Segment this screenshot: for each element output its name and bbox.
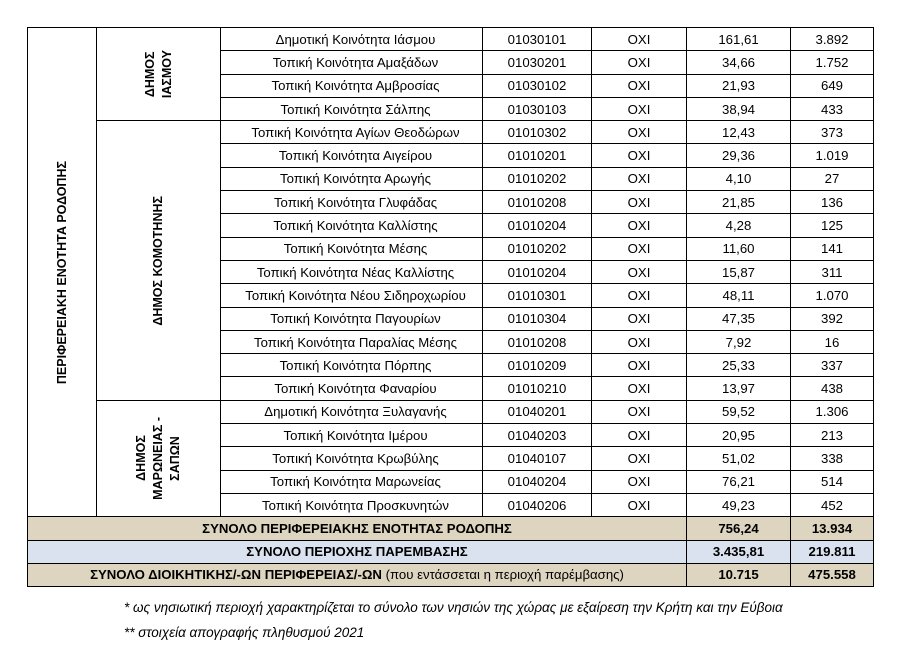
total-row-administrative — [28, 563, 874, 586]
total-area: 3.435,81 — [687, 540, 791, 563]
community-name: Τοπική Κοινότητα Σάλπης — [221, 97, 483, 120]
community-name: Τοπική Κοινότητα Μαρωνείας — [221, 470, 483, 493]
area-value: 7,92 — [687, 330, 791, 353]
island-flag: ΟΧΙ — [592, 144, 687, 167]
area-value: 20,95 — [687, 424, 791, 447]
community-code: 01030103 — [483, 97, 592, 120]
island-flag: ΟΧΙ — [592, 237, 687, 260]
community-code: 01010201 — [483, 144, 592, 167]
island-flag: ΟΧΙ — [592, 447, 687, 470]
table-row — [28, 121, 874, 144]
community-code: 01010202 — [483, 237, 592, 260]
total-label — [28, 517, 687, 540]
table-row — [28, 28, 874, 51]
total-row-regional_unit — [28, 517, 874, 540]
community-code: 01030201 — [483, 51, 592, 74]
community-code: 01040204 — [483, 470, 592, 493]
population-value: 338 — [791, 447, 874, 470]
population-value: 373 — [791, 121, 874, 144]
community-name: Τοπική Κοινότητα Νέας Καλλίστης — [221, 260, 483, 283]
population-value: 392 — [791, 307, 874, 330]
community-name: Τοπική Κοινότητα Προσκυνητών — [221, 493, 483, 516]
island-flag: ΟΧΙ — [592, 470, 687, 493]
community-name: Τοπική Κοινότητα Νέου Σιδηροχωρίου — [221, 284, 483, 307]
population-value: 213 — [791, 424, 874, 447]
island-flag: ΟΧΙ — [592, 121, 687, 144]
island-flag: ΟΧΙ — [592, 260, 687, 283]
community-name: Τοπική Κοινότητα Φαναρίου — [221, 377, 483, 400]
population-value: 433 — [791, 97, 874, 120]
footnote-census: ** στοιχεία απογραφής πληθυσμού 2021 — [124, 625, 365, 640]
population-value: 337 — [791, 354, 874, 377]
region-label: ΠΕΡΙΦΕΡΕΙΑΚΗ ΕΝΟΤΗΤΑ ΡΟΔΟΠΗΣ — [54, 160, 69, 384]
community-code: 01010204 — [483, 214, 592, 237]
population-value: 136 — [791, 191, 874, 214]
population-value: 1.306 — [791, 400, 874, 423]
population-value: 438 — [791, 377, 874, 400]
total-label-text: ΣΥΝΟΛΟ ΠΕΡΙΟΧΗΣ ΠΑΡΕΜΒΑΣΗΣ — [246, 544, 468, 560]
population-value: 311 — [791, 260, 874, 283]
community-code: 01030102 — [483, 74, 592, 97]
community-name: Τοπική Κοινότητα Πόρπης — [221, 354, 483, 377]
community-code: 01010208 — [483, 191, 592, 214]
municipality-label-cell — [97, 400, 221, 516]
total-label — [28, 563, 687, 586]
island-flag: ΟΧΙ — [592, 28, 687, 51]
area-value: 21,93 — [687, 74, 791, 97]
population-value: 649 — [791, 74, 874, 97]
population-value: 141 — [791, 237, 874, 260]
population-value: 452 — [791, 493, 874, 516]
island-flag: ΟΧΙ — [592, 307, 687, 330]
community-name: Δημοτική Κοινότητα Ιάσμου — [221, 28, 483, 51]
area-value: 59,52 — [687, 400, 791, 423]
municipalities-table — [27, 27, 874, 587]
island-flag: ΟΧΙ — [592, 284, 687, 307]
population-value: 27 — [791, 167, 874, 190]
community-code: 01040107 — [483, 447, 592, 470]
population-value: 1.752 — [791, 51, 874, 74]
community-code: 01010204 — [483, 260, 592, 283]
area-value: 25,33 — [687, 354, 791, 377]
area-value: 4,10 — [687, 167, 791, 190]
area-value: 38,94 — [687, 97, 791, 120]
total-population: 219.811 — [791, 540, 874, 563]
municipality-label: ΔΗΜΟΣ ΙΑΣΜΟΥ — [142, 50, 174, 99]
community-code: 01010304 — [483, 307, 592, 330]
island-flag: ΟΧΙ — [592, 97, 687, 120]
community-code: 01010210 — [483, 377, 592, 400]
area-value: 47,35 — [687, 307, 791, 330]
community-name: Τοπική Κοινότητα Αρωγής — [221, 167, 483, 190]
island-flag: ΟΧΙ — [592, 493, 687, 516]
total-population: 475.558 — [791, 563, 874, 586]
municipality-label: ΔΗΜΟΣ ΜΑΡΩΝΕΙΑΣ - ΣΑΠΩΝ — [134, 417, 182, 500]
community-name: Τοπική Κοινότητα Ιμέρου — [221, 424, 483, 447]
community-code: 01010209 — [483, 354, 592, 377]
municipality-label: ΔΗΜΟΣ ΚΟΜΟΤΗΝΗΣ — [151, 195, 166, 326]
community-name: Τοπική Κοινότητα Γλυφάδας — [221, 191, 483, 214]
area-value: 34,66 — [687, 51, 791, 74]
community-code: 01030101 — [483, 28, 592, 51]
total-population: 13.934 — [791, 517, 874, 540]
island-flag: ΟΧΙ — [592, 214, 687, 237]
island-flag: ΟΧΙ — [592, 400, 687, 423]
table-row — [28, 400, 874, 423]
area-value: 4,28 — [687, 214, 791, 237]
community-name: Τοπική Κοινότητα Αιγείρου — [221, 144, 483, 167]
island-flag: ΟΧΙ — [592, 330, 687, 353]
area-value: 21,85 — [687, 191, 791, 214]
total-area: 10.715 — [687, 563, 791, 586]
community-code: 01040206 — [483, 493, 592, 516]
island-flag: ΟΧΙ — [592, 424, 687, 447]
community-name: Τοπική Κοινότητα Παγουρίων — [221, 307, 483, 330]
island-flag: ΟΧΙ — [592, 354, 687, 377]
area-value: 51,02 — [687, 447, 791, 470]
community-name: Τοπική Κοινότητα Μέσης — [221, 237, 483, 260]
community-name: Τοπική Κοινότητα Παραλίας Μέσης — [221, 330, 483, 353]
area-value: 49,23 — [687, 493, 791, 516]
community-name: Τοπική Κοινότητα Κρωβύλης — [221, 447, 483, 470]
population-value: 1.070 — [791, 284, 874, 307]
area-value: 76,21 — [687, 470, 791, 493]
area-value: 12,43 — [687, 121, 791, 144]
total-label — [28, 540, 687, 563]
population-value: 514 — [791, 470, 874, 493]
area-value: 161,61 — [687, 28, 791, 51]
municipality-label-cell — [97, 121, 221, 401]
island-flag: ΟΧΙ — [592, 167, 687, 190]
total-label-note: (που εντάσσεται η περιοχή παρέμβασης) — [381, 567, 624, 583]
community-code: 01010208 — [483, 330, 592, 353]
community-code: 01040201 — [483, 400, 592, 423]
population-value: 125 — [791, 214, 874, 237]
community-name: Δημοτική Κοινότητα Ξυλαγανής — [221, 400, 483, 423]
community-name: Τοπική Κοινότητα Αγίων Θεοδώρων — [221, 121, 483, 144]
community-name: Τοπική Κοινότητα Αμβροσίας — [221, 74, 483, 97]
community-name: Τοπική Κοινότητα Καλλίστης — [221, 214, 483, 237]
municipality-label-cell — [97, 28, 221, 121]
island-flag: ΟΧΙ — [592, 377, 687, 400]
community-code: 01010301 — [483, 284, 592, 307]
island-flag: ΟΧΙ — [592, 74, 687, 97]
footnote-island: * ως νησιωτική περιοχή χαρακτηρίζεται το σύνολο των νησιών της χώρας με εξαίρεση την Κρήτη και την Εύβοια — [124, 600, 783, 615]
community-code: 01040203 — [483, 424, 592, 447]
area-value: 29,36 — [687, 144, 791, 167]
region-label-cell — [28, 28, 97, 517]
total-row-intervention — [28, 540, 874, 563]
population-value: 3.892 — [791, 28, 874, 51]
area-value: 11,60 — [687, 237, 791, 260]
community-code: 01010302 — [483, 121, 592, 144]
population-value: 1.019 — [791, 144, 874, 167]
area-value: 15,87 — [687, 260, 791, 283]
total-label-text: ΣΥΝΟΛΟ ΠΕΡΙΦΕΡΕΙΑΚΗΣ ΕΝΟΤΗΤΑΣ ΡΟΔΟΠΗΣ — [202, 520, 512, 536]
total-area: 756,24 — [687, 517, 791, 540]
area-value: 13,97 — [687, 377, 791, 400]
area-value: 48,11 — [687, 284, 791, 307]
community-name: Τοπική Κοινότητα Αμαξάδων — [221, 51, 483, 74]
island-flag: ΟΧΙ — [592, 191, 687, 214]
total-label-text: ΣΥΝΟΛΟ ΔΙΟΙΚΗΤΙΚΗΣ/-ΩΝ ΠΕΡΙΦΕΡΕΙΑΣ/-ΩΝ — [90, 567, 382, 583]
island-flag: ΟΧΙ — [592, 51, 687, 74]
community-code: 01010202 — [483, 167, 592, 190]
population-value: 16 — [791, 330, 874, 353]
